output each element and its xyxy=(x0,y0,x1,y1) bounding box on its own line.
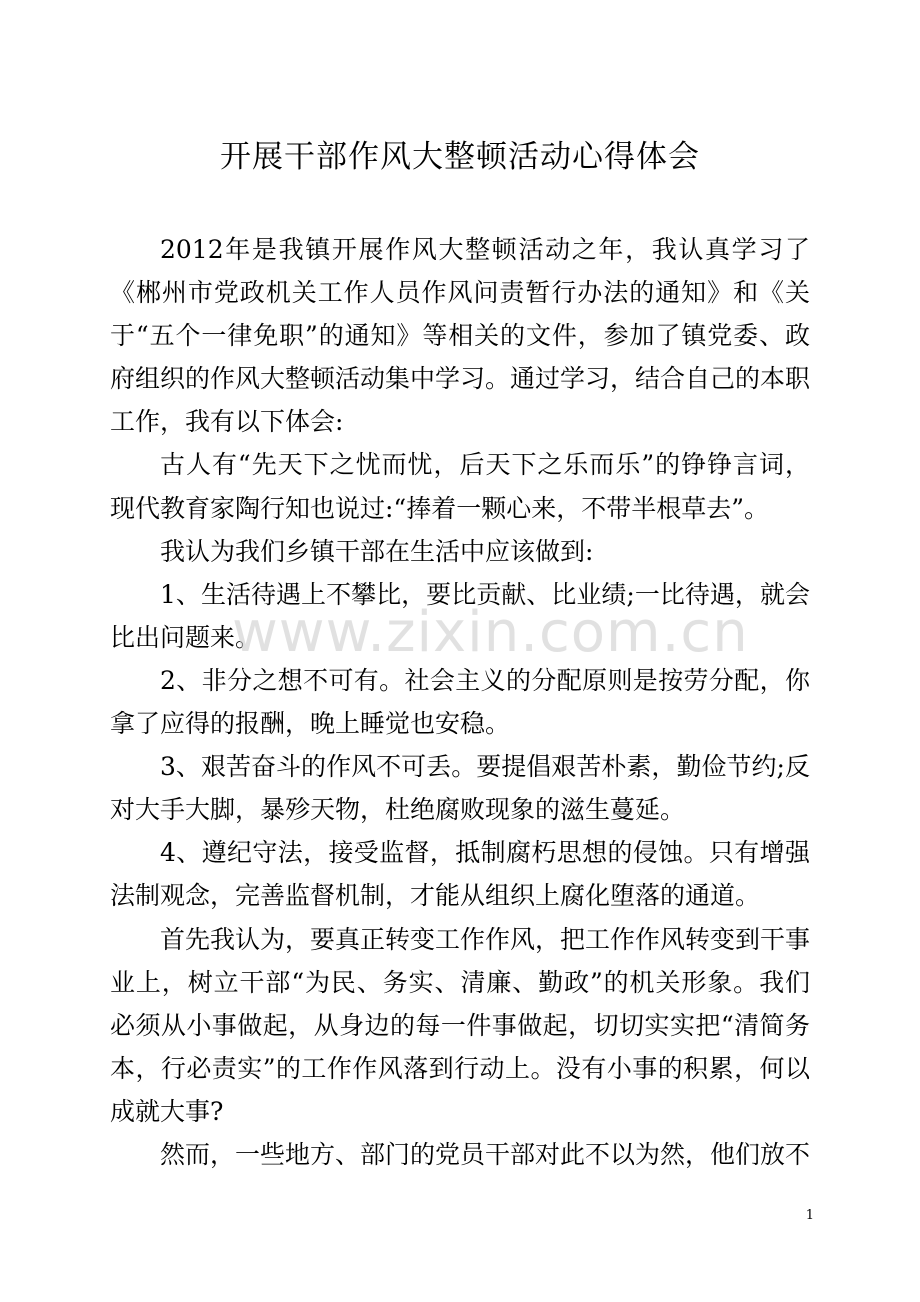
watermark: www.zixin.com.cn xyxy=(232,600,749,665)
paragraph-point-1: 1、生活待遇上不攀比，要比贡献、比业绩;一比待遇，就会比出问题来。 xyxy=(110,579,810,652)
paragraph-first: 首先我认为，要真正转变工作作风，把工作作风转变到干事业上，树立干部“为民、务实、清廉、勤政”的机关形象。我们必须从小事做起，从身边的每一件事做起，切切实实把“清简务本，行必责实”的工作作风落到行动上。没有小事的积累，何以成就大事? xyxy=(110,924,811,1126)
document-body xyxy=(110,228,810,1176)
paragraph-point-4: 4、遵纪守法，接受监督，抵制腐朽思想的侵蚀。只有增强法制观念，完善监督机制，才能从组织上腐化堕落的通道。 xyxy=(110,838,810,911)
document-title: 开展干部作风大整顿活动心得体会 xyxy=(220,139,700,175)
page-number: 1 xyxy=(805,1208,814,1223)
paragraph-point-2: 2、非分之想不可有。社会主义的分配原则是按劳分配，你拿了应得的报酬，晚上睡觉也安稳。 xyxy=(110,665,810,739)
paragraph-quote: 古人有“先天下之忧而忧，后天下之乐而乐”的铮铮言词，现代教育家陶行知也说过:“捧着一颗心来，不带半根草去”。 xyxy=(110,450,810,523)
paragraph-point-3: 3、艰苦奋斗的作风不可丢。要提倡艰苦朴素，勤俭节约;反对大手大脚，暴殄天物，杜绝腐败现象的滋生蔓延。 xyxy=(110,752,810,825)
paragraph-however: 然而，一些地方、部门的党员干部对此不以为然，他们放不 xyxy=(160,1139,811,1169)
paragraph-intro: 2012年是我镇开展作风大整顿活动之年，我认真学习了《郴州市党政机关工作人员作风问责暂行办法的通知》和《关于“五个一律免职”的通知》等相关的文件，参加了镇党委、政府组织的作风大整顿活动集中学习。通过学习，结合自己的本职工作，我有以下体会: xyxy=(110,235,811,437)
paragraph-should-do: 我认为我们乡镇干部在生活中应该做到: xyxy=(160,536,594,566)
